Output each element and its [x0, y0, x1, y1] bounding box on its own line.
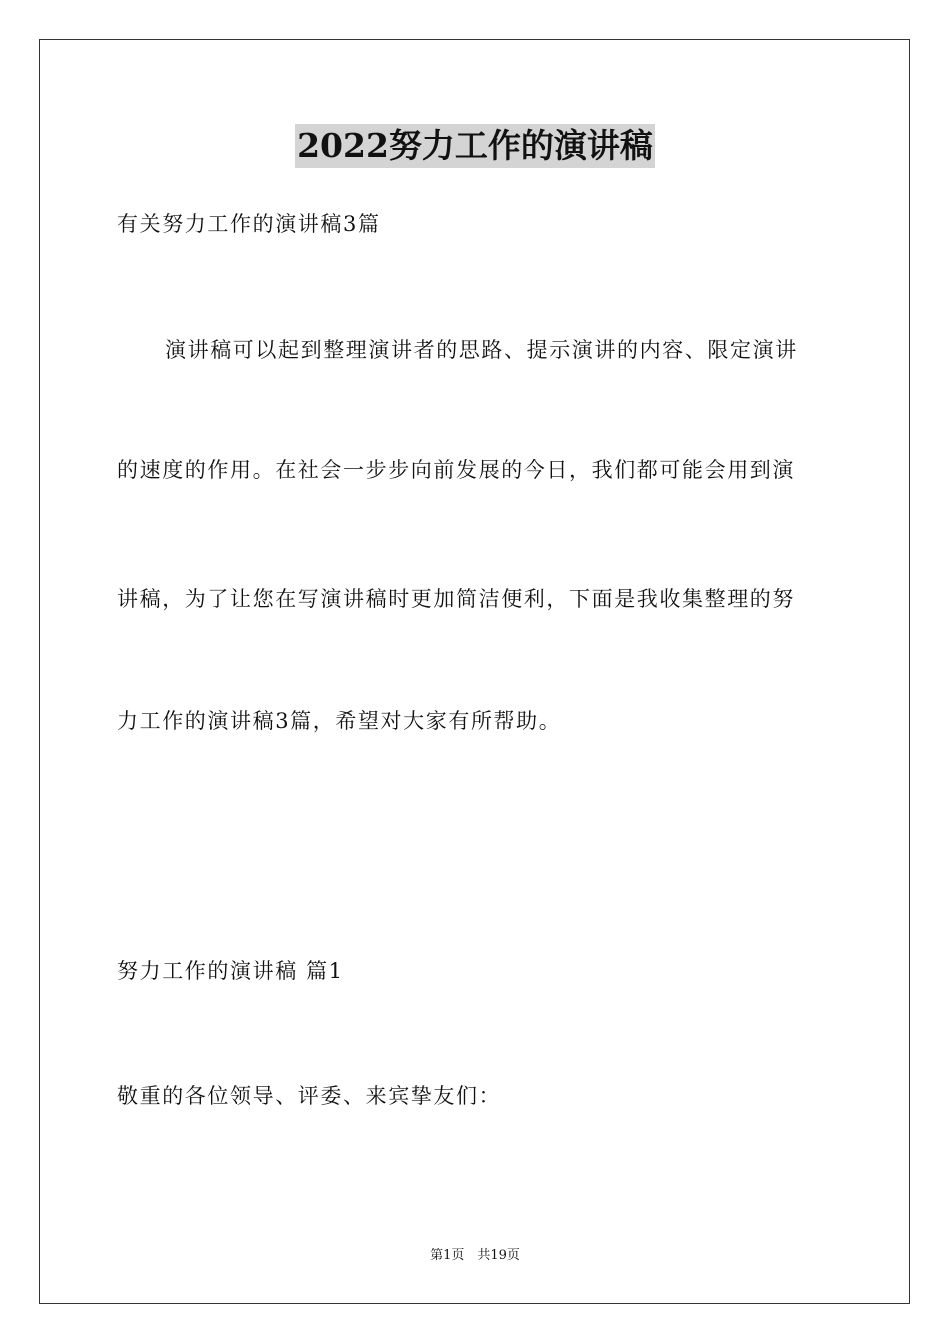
- salutation: 敬重的各位领导、评委、来宾挚友们：: [117, 1084, 502, 1108]
- page-footer: 第1页 共19页: [430, 1248, 520, 1263]
- intro-line-3: 讲稿，为了让您在写演讲稿时更加简洁便利，下面是我收集整理的努: [117, 587, 795, 611]
- document-subtitle: 有关努力工作的演讲稿3篇: [117, 212, 381, 236]
- intro-line-2: 的速度的作用。在社会一步步向前发展的今日，我们都可能会用到演: [117, 458, 795, 482]
- section-heading: 努力工作的演讲稿 篇1: [117, 959, 344, 983]
- intro-line-1: 演讲稿可以起到整理演讲者的思路、提示演讲的内容、限定演讲: [165, 338, 798, 362]
- document-title: 2022努力工作的演讲稿: [295, 124, 655, 168]
- intro-line-4: 力工作的演讲稿3篇，希望对大家有所帮助。: [117, 709, 562, 733]
- title-container: [0, 124, 950, 168]
